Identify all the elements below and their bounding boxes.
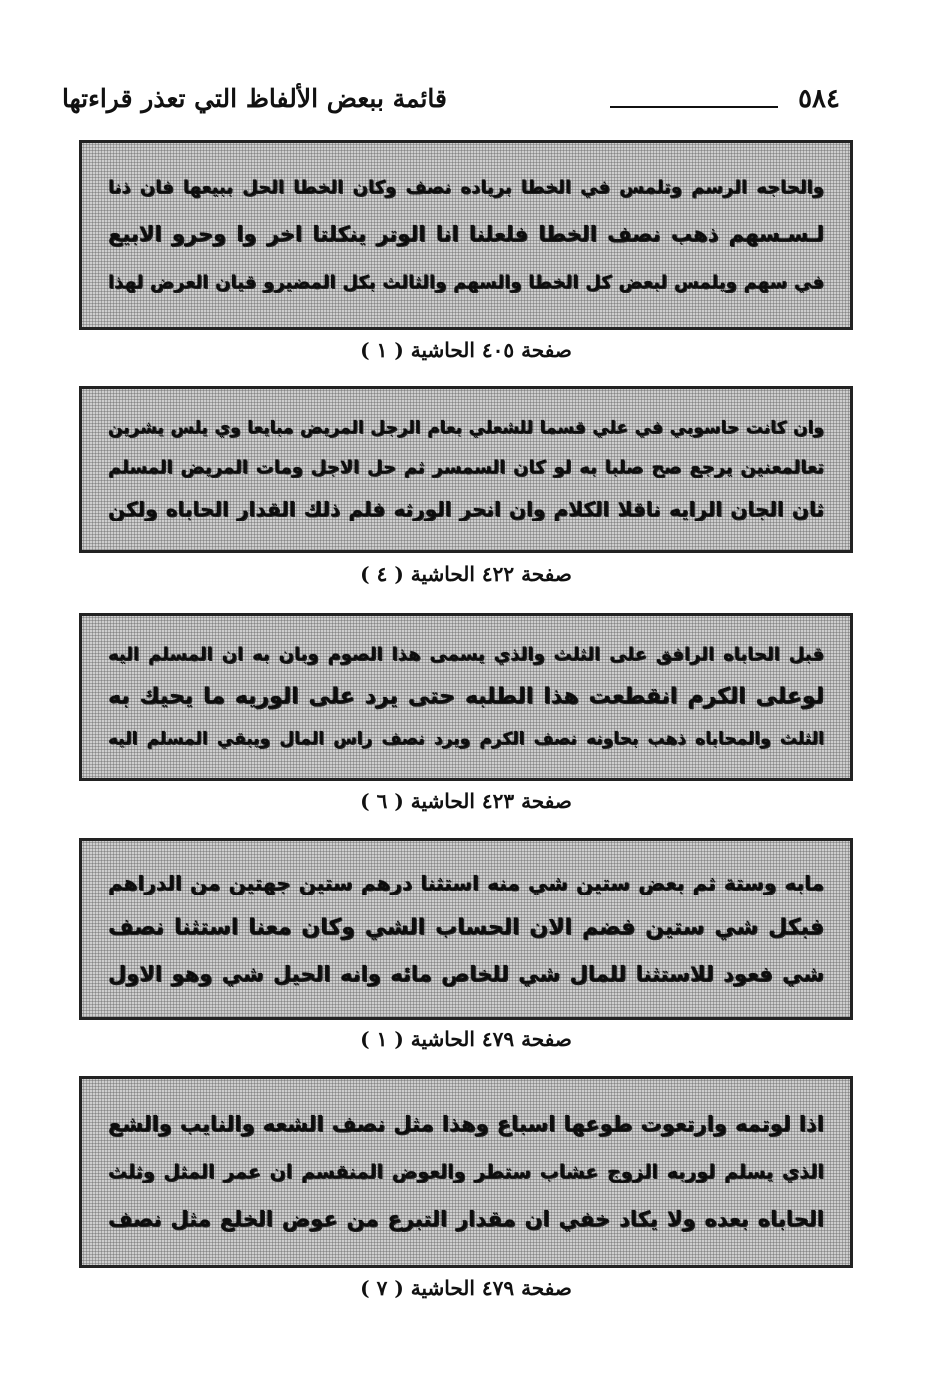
manuscript-line: والحاجه الرسم وتلمس في الخطا برياده نصف وكان الخطا الحل ببيعها فان ذنا	[108, 176, 824, 198]
manuscript-line: فبكل شي ستين فضم الان الحساب الشي وكان معنا استثنا نصف	[108, 915, 824, 941]
manuscript-line: لـسـسهم ذهب نصف الخطا فلعلنا انا الوتر ينكلتا اخر وا وحرو الابيع	[108, 222, 824, 247]
plate-caption-3: صفحة ٤٢٣ الحاشية ( ٦ )	[360, 789, 572, 813]
manuscript-line: لوعلى الكرم انقطعت هذا الطلبه حتى يرد على الوريه ما يحيك به	[108, 684, 824, 710]
manuscript-plate-2	[79, 386, 853, 553]
plate-caption-4: صفحة ٤٧٩ الحاشية ( ١ )	[360, 1027, 572, 1051]
manuscript-plate-5	[79, 1076, 853, 1268]
manuscript-plate-1	[79, 140, 853, 330]
manuscript-line: ثان الجان الرايه ناقلا الكلام وان انحر الورثه فلم ذلك القدار الحاباه ولكن	[108, 497, 824, 522]
plate-caption-1: صفحة ٤٠٥ الحاشية ( ١ )	[360, 338, 572, 362]
manuscript-line: مابه وستة ثم بعض ستين شي منه استثنا درهم ستين جهتين من الدراهم	[108, 871, 824, 896]
manuscript-line: قبل الحاباه الرافق على الثلث والذي يسمى هذا الصوم وبان به ان المسلم اليه	[108, 644, 824, 666]
manuscript-line: اذا لوتمه وارتعوت طوعها اسباع وهذا مثل نصف الشعه والنايب والشع	[108, 1112, 824, 1137]
page-number: ٥٨٤	[798, 84, 840, 114]
manuscript-line: الذي يسلم لوربه الزوج عشاب ستطر والعوض المنقسم ان عمر المثل وثلث	[108, 1160, 824, 1183]
manuscript-line: في سهم ويلمس لبعض كل الخطا والسهم والثالث بكل المضيرو قيان العرض لهذا	[108, 271, 824, 293]
manuscript-line: وان كانت حاسوبي في علي قسما للشعلي بعام الرجل المريض مبايعا وي يلس يشرين	[108, 417, 824, 438]
header-rule	[610, 106, 778, 108]
plate-caption-2: صفحة ٤٢٢ الحاشية ( ٤ )	[360, 562, 572, 586]
manuscript-line: الحاباه بعده ولا يكاد خفي ان مقدار التبرع من عوض الخلع مثل نصف	[108, 1206, 824, 1231]
manuscript-line: الثلث والمحاباه ذهب بحاونه نصف الكرم ويرد نصف راس المال ويبقي المسلم اليه	[108, 729, 824, 750]
manuscript-line: تعالمعنين يرجع صح صلبا به لو كان السمسر ثم حل الاجل ومات المريض المسلم	[108, 456, 824, 478]
page-title: قائمة ببعض الألفاظ التي تعذر قراءتها	[62, 84, 447, 113]
manuscript-plate-3	[79, 613, 853, 781]
manuscript-line: شي فعود للاستثنا للمال شي للخاص مائه وانه الحيل شي وهو الاول	[108, 961, 824, 986]
plate-caption-5: صفحة ٤٧٩ الحاشية ( ٧ )	[360, 1276, 572, 1300]
manuscript-plate-4	[79, 838, 853, 1020]
page-header	[62, 80, 840, 120]
